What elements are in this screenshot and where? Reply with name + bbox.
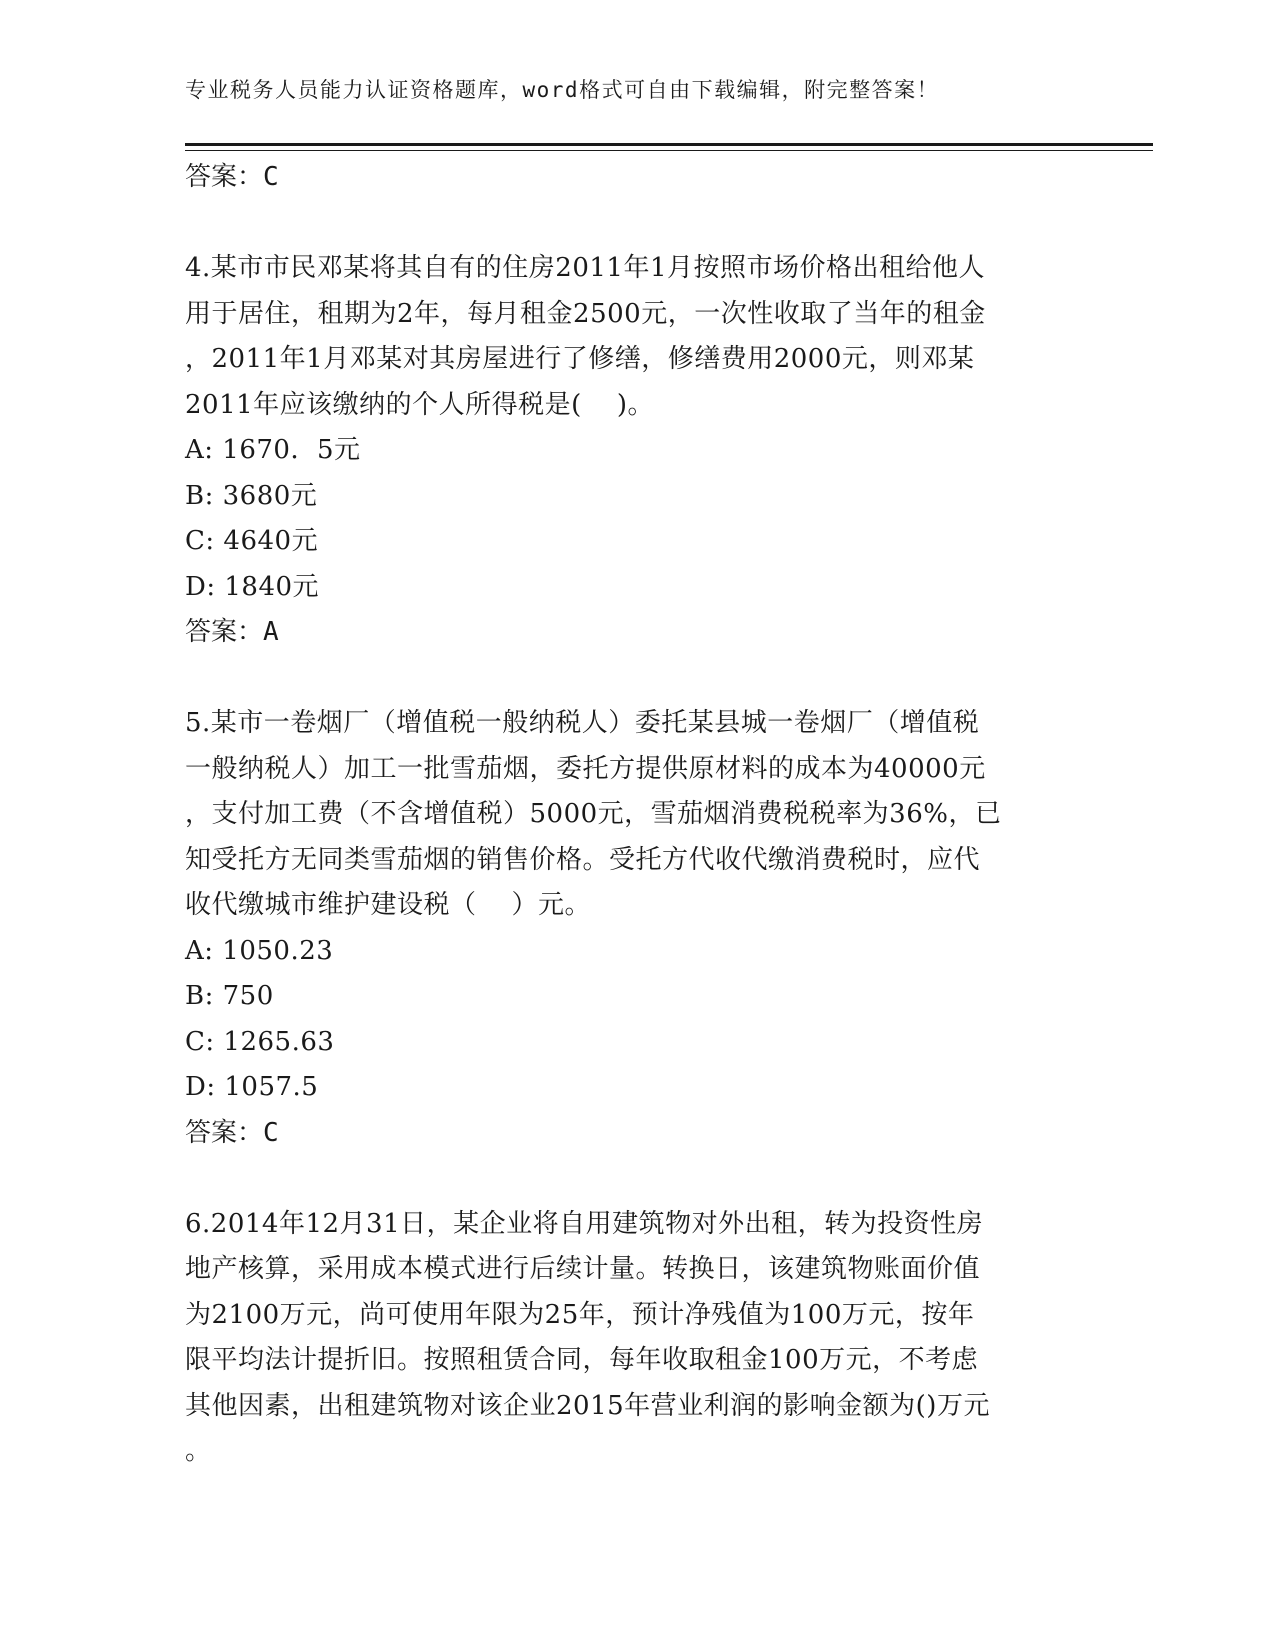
text-line: 地产核算，采用成本模式进行后续计量。转换日，该建筑物账面价值 xyxy=(185,1254,981,1284)
text-line: 其他因素，出租建筑物对该企业2015年营业利润的影响金额为()万元 xyxy=(185,1390,990,1421)
text-line: D: 1840元 xyxy=(185,571,320,602)
spacer xyxy=(185,1156,1065,1202)
text-line: 为2100万元，尚可使用年限为25年，预计净残值为100万元，按年 xyxy=(185,1299,975,1330)
text-line: ，2011年1月邓某对其房屋进行了修缮，修缮费用2000元，则邓某 xyxy=(185,344,975,374)
text-line: D: 1057.5 xyxy=(185,1072,319,1102)
page-header: 专业税务人员能力认证资格题库，word格式可自由下载编辑，附完整答案！ xyxy=(185,78,940,102)
header-rule-thin xyxy=(185,150,1153,151)
text-line: 用于居住，租期为2年，每月租金2500元，一次性收取了当年的租金 xyxy=(185,298,986,329)
text-line: 限平均法计提折旧。按照租赁合同，每年收取租金100万元，不考虑 xyxy=(185,1345,979,1375)
text-line: 2011年应该缴纳的个人所得税是( )。 xyxy=(185,389,655,420)
spacer xyxy=(185,201,1065,247)
text-line: A: 1670．5元 xyxy=(185,435,361,465)
text-line: 知受托方无同类雪茄烟的销售价格。受托方代收代缴消费税时，应代 xyxy=(185,844,981,875)
text-line: C: 4640元 xyxy=(185,526,319,556)
header-rule-thick xyxy=(185,143,1153,146)
text-line: 4.某市市民邓某将其自有的住房2011年1月按照市场价格出租给他人 xyxy=(185,253,986,283)
text-line: B: 750 xyxy=(185,981,274,1011)
text-line: 。 xyxy=(185,1436,212,1466)
spacer xyxy=(185,656,1065,702)
answer-line: 答案：C xyxy=(185,1117,279,1148)
text-line: 6.2014年12月31日，某企业将自用建筑物对外出租，转为投资性房 xyxy=(185,1208,984,1239)
text-line: C: 1265.63 xyxy=(185,1026,335,1057)
text-line: 收代缴城市维护建设税（ ）元。 xyxy=(185,890,592,920)
text-line: ，支付加工费（不含增值税）5000元，雪茄烟消费税税率为36%，已 xyxy=(185,799,1002,829)
answer-line: 答案：C xyxy=(185,162,279,192)
text-line: 一般纳税人）加工一批雪茄烟，委托方提供原材料的成本为40000元 xyxy=(185,753,986,784)
text-line: 5.某市一卷烟厂（增值税一般纳税人）委托某县城一卷烟厂（增值税 xyxy=(185,708,980,738)
answer-line: 答案：A xyxy=(185,617,279,647)
document-body xyxy=(185,155,1065,1475)
text-line: B: 3680元 xyxy=(185,480,318,511)
text-line: A: 1050.23 xyxy=(185,935,334,966)
